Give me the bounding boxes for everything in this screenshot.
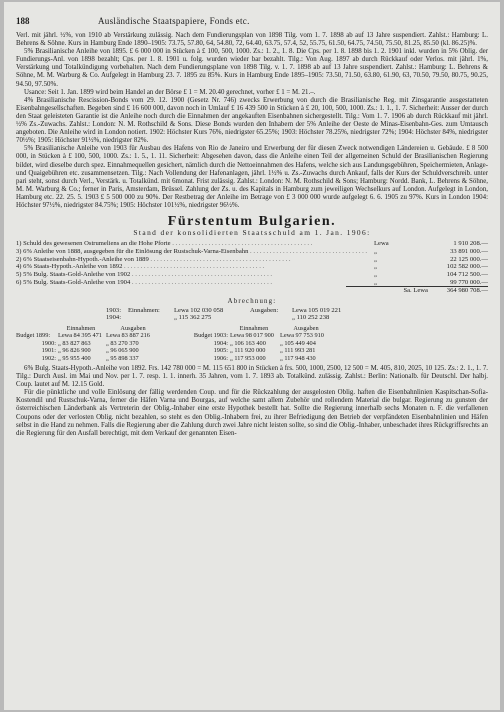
abr-ausgaben: Lewa 105 019 221 xyxy=(292,306,342,314)
debt-currency: „ xyxy=(374,278,377,286)
budget-cell: „ 111 920 000 xyxy=(230,347,266,355)
abr-ausgaben-label: Ausgaben: xyxy=(250,306,279,314)
running-title: Ausländische Staatspapiere, Fonds etc. xyxy=(98,16,250,26)
abr-einnahmen: Lewa 102 030 058 xyxy=(174,306,224,314)
budget-row xyxy=(16,340,488,347)
abr-ausgaben: „ 110 252 238 xyxy=(292,314,330,322)
chapter-subtitle: Stand der konsolidierten Staatsschuld am 1. Jan. 1906: xyxy=(133,228,371,238)
budget-cell: Lewa 97 753 910 xyxy=(280,332,324,340)
budget-cell: „ 106 163 400 xyxy=(230,339,266,347)
budget-cell: Lewa 83 887 216 xyxy=(106,332,150,340)
budget-row xyxy=(16,355,488,362)
budget-cell: „ 117 953 000 xyxy=(230,354,266,362)
debt-value: 99 770 000.— xyxy=(450,278,488,286)
debt-row xyxy=(16,248,488,256)
budget-cell: 1901: xyxy=(41,347,56,355)
paragraph: Usance: Seit 1. Jan. 1899 wird beim Handel an der Börse £ 1 = M. 20.40 gerechnet, vorher £ 1 = M. 21.–. xyxy=(24,88,316,96)
debt-currency: Lewa xyxy=(374,240,389,248)
budget-head-cell xyxy=(162,325,228,332)
debt-currency: „ xyxy=(374,255,377,263)
debt-value: 102 582 000.— xyxy=(446,263,488,271)
debt-currency: „ xyxy=(374,271,377,279)
budget-cell: 1900: xyxy=(41,339,56,347)
budget-cell: „ 95 898 337 xyxy=(106,354,139,362)
debt-total-value: 364 980 708.— xyxy=(446,287,488,295)
debt-value: 104 712 500.— xyxy=(446,271,488,279)
page-header xyxy=(16,16,488,28)
budget-cell: „ 117 948 430 xyxy=(280,354,316,362)
budget-head-cell: Ausgaben xyxy=(293,324,319,332)
paragraph: Für die pünktliche und volle Einlösung der fällig werdenden Coup. und für die Rückzahlung der ausgelosten Oblig. haften die Eisenbahnlinien Kaspitschan-Sofia-Kostendil und Rustschuk-Varna, ferner die Häfen Varna und Bourgas, auf welche samt allem Zubehör und rollendem Material die bulgar. Regierung zu gunsten der österreichischen Länderbank als Vertreterin der Oblig.-Inhaber eine erste Hypothek bestellt hat. Sollte die Regierung innerhalb sechs Monaten n. F. die verfallenen Coupons oder der verlosten Oblig. nicht bezahlen, so steht es den Oblig.-Inhabern frei, zu ihrer Befriedigung den Betrieb der verpfändeten Eisenbahnlinien und Häfen selbst in die Hand zu nehmen. Falls die Regierung aber die Zahlung durch zwei Jahre nicht leisten sollte, so sind die Oblig.-Inhaber, unbeschadet ihres Rückgriffsrechts an die Regierung für den Ausfall berechtigt, mit dem Verkauf der genannten Eisen- xyxy=(16,389,488,437)
budget-header xyxy=(16,325,488,332)
debt-label: 5) 5% Bulg. Staats-Gold-Anleihe von 1902 . . . xyxy=(16,271,368,279)
debt-row xyxy=(16,240,488,248)
document-page xyxy=(4,2,500,710)
budget-cell: „ 105 449 404 xyxy=(280,339,316,347)
budget-cell: 1902: xyxy=(41,354,56,362)
budget-cell: 1904: xyxy=(213,339,228,347)
debt-row xyxy=(16,279,488,287)
paragraph: 5% Brasilianische Anleihe von 1903 für Ausbau des Hafens von Rio de Janeiro und Erwerbung der für diesen Zweck notwendigen Ländereien u. Gebäude. £ 8 500 000, in Stücken à £ 100, 500, 1000. Zs.: 1. 5., 1. 11. Sicherheit: Abgesehen davon, dass die Anleihe einen Teil der allgemeinen Schuld der Brasilianischen Regierung bildet, wird dieselbe durch spez. Einnahmequellen gesichert, nämlich durch die Nettoeinnahmen des Hafens, welche sich aus Landungsgebühren, Speichermieten, Anlage- und Quaigebühren etc. zusammensetzen. Tilg.: Nach Vollendung der Hafenanlagen, jährl. 1½% u. Zs.-Zuwachs durch Ankauf, falls der Kurs der Schuldverschreib. unter pari steht, sonst durch Verl., Verstärk. u. Totalkünd. mit 6monat. Frist zulässig. Zahlst.: London: N. M. Rothschild & Sons; Hamburg: Nordd. Bank, L. Behrens & Söhne, M. M. Warburg & Co.; ferner in Paris, Amsterdam, Brüssel. Zahlung der Zs. u. des Kapitals in Hamburg zum jeweiligen Wechselkurs auf London. Aufgelegt in London, Hamburg etc. 22. 25. 5. 1903 £ 5 500 000 zu 90%. Der Restbetrag der Anleihe im Betrage von £ 3 000 000 wurde aufgelegt 6. 6. 1905 zu 97%. Kurs in London 1904: Höchster 97½%, niedrigster 84.75%; 1905: Höchster 101½%, niedrigster 96½%. xyxy=(16,145,488,209)
budget-cell: „ 96 065 900 xyxy=(106,347,139,355)
budget-cell: „ 83 827 863 xyxy=(58,339,91,347)
budget-cell: Lewa 98 017 900 xyxy=(230,332,274,340)
abr-year: 1903: xyxy=(106,306,122,314)
debt-label: 4) 6% Staats-Hypoth.-Anleihe von 1892 . . . xyxy=(16,263,368,271)
budget-head-cell: Ausgaben xyxy=(120,324,146,332)
chapter-title: Fürstentum Bulgarien. xyxy=(167,214,337,230)
budget-cell: „ 96 826 900 xyxy=(58,347,91,355)
debt-value: 22 125 000.— xyxy=(450,255,488,263)
budget-cell: Lewa 84 395 471 xyxy=(58,332,102,340)
abr-year: 1904: xyxy=(106,314,122,322)
budget-cell: „ 83 270 370 xyxy=(106,339,139,347)
abrechnung-table xyxy=(106,307,488,322)
budget-head-cell xyxy=(16,325,56,332)
abrechnung-row xyxy=(106,307,488,315)
budget-cell: 1905: xyxy=(213,347,228,355)
abr-einnahmen: „ 115 362 275 xyxy=(174,314,212,322)
budget-row xyxy=(16,332,488,339)
debt-total xyxy=(346,286,488,295)
paragraph: 6% Bulg. Staats-Hypoth.-Anleihe von 1892. Frs. 142 780 000 = M. 115 651 800 in Stücken à frs. 500, 1000, 2500, 12 500 = M. 405, 810, 2025, 10 125. Zs.: 2. 1., 1. 7. Tilg.: Durch Ausl. im Mai und Nov. per 1. 7. resp. 1. 1. innerh. 35 Jahren, vom 1. 7. 1893 ab. Totalkünd. zulässig. Zahlst.: Berlin: Nationalb. für Deutschl. Der halbj. Coup. lautet auf M. 12.15 Gold. xyxy=(16,365,488,389)
abr-einnahmen-label xyxy=(128,314,174,322)
abr-ausgaben-label xyxy=(250,314,292,322)
page-body xyxy=(16,32,488,438)
budget-cell: Budget 1903: xyxy=(193,332,228,340)
budget-table xyxy=(16,325,488,362)
debt-label: 3) 6% Anleihe von 1888, ausgegeben für die Einlösung der Rustschuk-Varna-Eisenbahn . . . xyxy=(16,248,368,256)
debt-label: 1) Schuld des gewesenen Ostrumeliens an die Hohe Pforte . . . xyxy=(16,240,368,248)
abrechnung-row xyxy=(106,314,488,322)
page-number: 188 xyxy=(16,16,30,26)
abr-einnahmen-label: Einnahmen: xyxy=(128,306,160,314)
debt-table xyxy=(16,240,488,295)
budget-head-cell: Einnahmen xyxy=(66,324,96,332)
debt-label: 2) 6% Staatseisenbahn-Hypoth.-Anleihe von 1889 . . . xyxy=(16,256,368,264)
budget-row xyxy=(16,347,488,354)
budget-cell: 1906: xyxy=(213,354,228,362)
debt-currency: „ xyxy=(374,263,377,271)
paragraph: Verl. mit jährl. ½%, von 1910 ab Verstärkung zulässig. Nach dem Fundierungsplan von 1898 Tilg. vom 1. 7. 1898 ab auf 13 Jahre suspendiert. Zahlst.: Hamburg: L. Behrens & Söhne. Kurs in Hamburg Ende 1890–1905: 73.75, 57.80, 64, 54.80, 72, 64.40, 63.75, 57.4, 52, 55.75, 61.50, 64.75, 74.50, 75.50, 81.25, 85.50 (kl. 86.25)%. xyxy=(16,32,488,48)
paragraph: 4% Brasilianische Rescission-Bonds vom 29. 12. 1900 (Gesetz Nr. 746) zwecks Erwerbung von durch die Brasilianische Reg. mit Zinsgarantie ausgestatteten Eisenbahngesellschaften. Begeben sind £ 16 600 000, davon noch in Umlauf £ 16 439 500 in Stücken à £ 20, 100, 500, 1000. Zs.: 1. 1., 1. 7. Sicherheit: Ausser der durch den Staat geleisteten Garantie ist die Anleihe noch durch die Einnahmen der angekauften Eisenbahnen sichergestellt. Tilg.: Vom 1. 7. 1906 ab durch Rückkauf mit jährl. ½% Zs.-Zuwachs. Zahlst.: London: N. M. Rothschild & Sons. Diese Bonds wurden den Inhabern der 5% Anleihe der Oeste de Minas-Eisenbahn-Ges. zum Umtausch angeboten. Die Anleihe wird in London notiert. 1902: Höchster Kurs 76%, niedrigster 65.25%; 1903: Höchster 78.25%, niedrigster 72%; 1904: Höchster 84%, niedrigster 70½%; 1905: Höchster 91½%, niedrigster 82%. xyxy=(16,96,488,145)
budget-cell: „ 111 993 281 xyxy=(280,347,316,355)
debt-currency: „ xyxy=(374,247,377,255)
debt-row xyxy=(16,271,488,279)
budget-cell: Budget 1899: xyxy=(16,332,51,340)
paragraph: 5% Brasilianische Anleihe von 1895. £ 6 000 000 in Stücken à £ 100, 500, 1000. Zs.: 1. 2., 1. 8. Die Cps. per 1. 8. 1898 bis 1. 2. 1901 inkl. wurden in 5% Oblig. der Fundierungs-Anl. von 1898 bezahlt; Cps. per 1. 8. 1901 u. folg. wurden wieder bar bezahlt. Tilg.: Von Aug. 1897 ab durch Rückkauf oder Verlos. mit jährl. 1%, Verstärkung und Totalkündigung vorbehalten. Nach dem Fundierungsplane von 1898 Tilg. v. 1. 7. 1898 ab auf 13 Jahre suspendiert. Zahlst.: Hamburg: L. Behrens & Söhne, M. M. Warburg & Co. Aufgelegt in Hamburg 23. 7. 1895 zu 85%. Kurs in Hamburg Ende 1895–1905: 73.50, 71.50, 63.80, 61.90, 63, 70.50, 79.50, 80.75, 90.25, 94.50, 97.50%. xyxy=(16,48,488,88)
abrechnung-title: Abrechnung: xyxy=(227,298,277,306)
debt-value: 33 891 000.— xyxy=(450,247,488,255)
budget-cell: „ 95 955 400 xyxy=(58,354,91,362)
debt-value: 1 910 208.— xyxy=(453,240,488,248)
debt-row xyxy=(16,263,488,271)
debt-row xyxy=(16,256,488,264)
debt-total-label: Sa. Lewa xyxy=(403,287,428,295)
budget-head-cell: Einnahmen xyxy=(239,324,269,332)
debt-label: 6) 5% Bulg. Staats-Gold-Anleihe von 1904 . . . xyxy=(16,279,368,287)
